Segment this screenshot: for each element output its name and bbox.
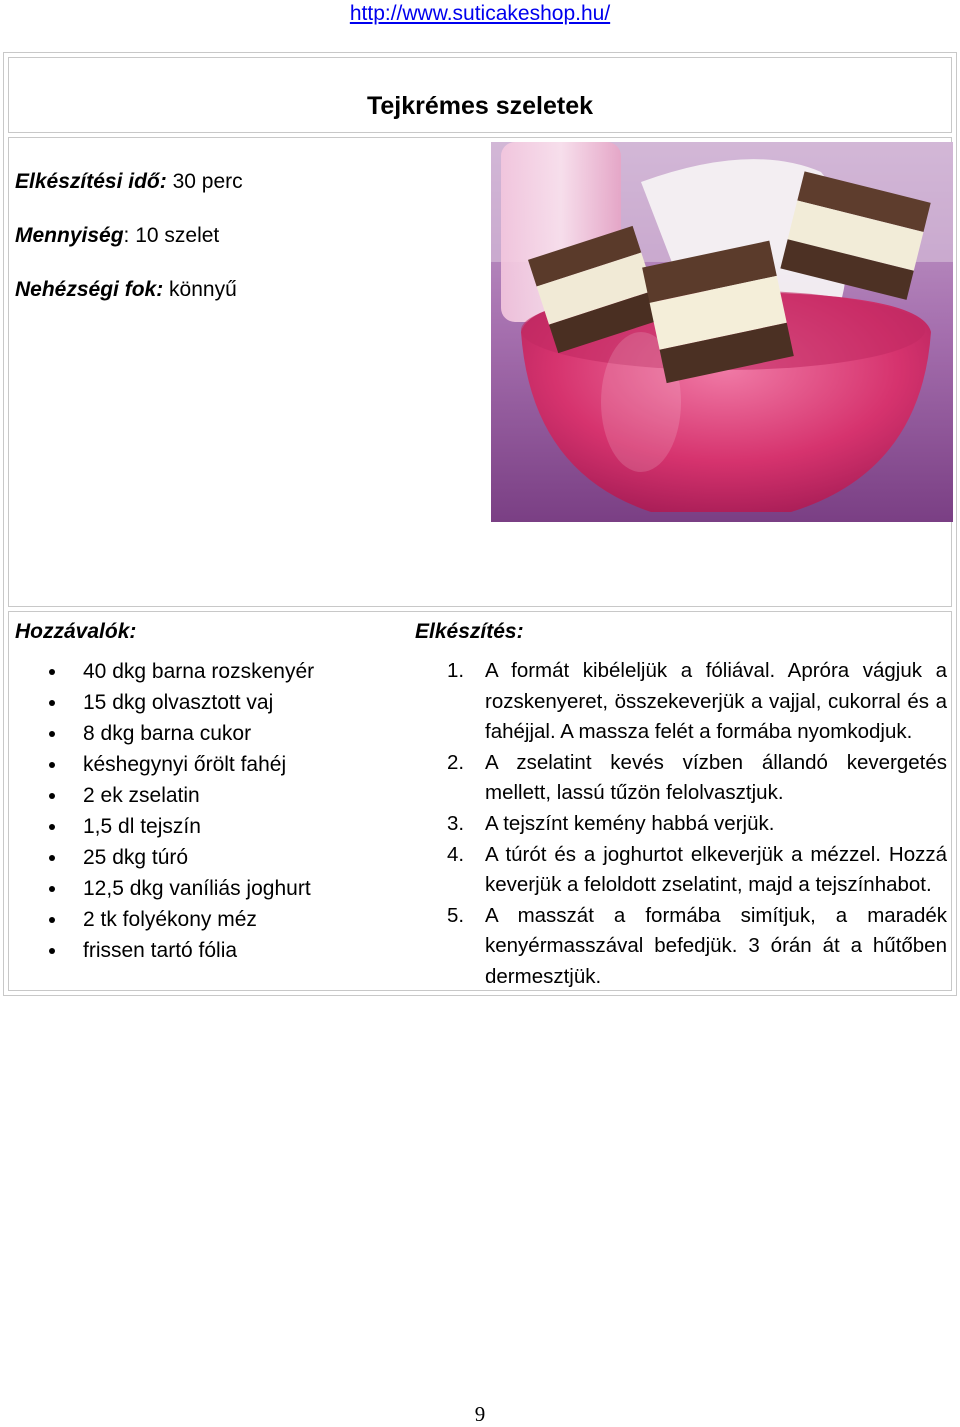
step-item [447, 840, 947, 901]
title-cell [8, 57, 952, 133]
recipe-table [3, 52, 957, 996]
difficulty-value: könnyű [169, 278, 237, 301]
step-number: 3. [447, 811, 465, 835]
recipe-title: Tejkrémes szeletek [366, 92, 594, 120]
prep-time: Elkészítési idő: 30 perc [15, 170, 243, 193]
ingredients-heading: Hozzávalók: [15, 620, 137, 643]
site-url-link[interactable]: http://www.suticakeshop.hu/ [349, 2, 611, 25]
list-item: késhegynyi őrölt fahéj [49, 749, 314, 780]
step-item [447, 656, 947, 748]
step-number: 2. [447, 750, 465, 774]
step-text: A masszát a formába simítjuk, a maradék kenyérmasszával befedjük. 3 órán át a hűtőben dermesztjük. [485, 903, 947, 988]
steps-heading: Elkészítés: [415, 620, 524, 643]
ingredients-steps-cell [8, 611, 952, 991]
list-item: 25 dkg túró [49, 842, 314, 873]
step-text: A tejszínt kemény habbá verjük. [485, 811, 775, 835]
step-number: 4. [447, 842, 465, 866]
list-item: 1,5 dl tejszín [49, 811, 314, 842]
info-cell [8, 137, 952, 607]
step-item [447, 901, 947, 993]
step-number: 5. [447, 903, 465, 927]
recipe-photo [491, 142, 953, 522]
quantity-label: Mennyiség [15, 224, 124, 247]
step-text: A zselatint kevés vízben állandó kevergetés mellett, lassú tűzön felolvasztjuk. [485, 750, 947, 805]
difficulty-label: Nehézségi fok: [15, 278, 164, 301]
prep-time-value: 30 perc [172, 170, 243, 193]
quantity-value: 10 szelet [135, 224, 220, 247]
quantity: Mennyiség: 10 szelet [15, 224, 220, 247]
step-number: 1. [447, 659, 465, 682]
prep-time-label: Elkészítési idő [15, 170, 160, 193]
list-item: 40 dkg barna rozskenyér [49, 656, 314, 687]
list-item: 2 tk folyékony méz [49, 904, 314, 935]
step-item [447, 809, 947, 840]
list-item: 15 dkg olvasztott vaj [49, 687, 314, 718]
list-item: 2 ek zselatin [49, 780, 314, 811]
step-text: A formát kibéleljük a fóliával. Apróra vágjuk a rozskenyeret, összekeverjük a vajjal, cukorral és a fahéjjal. A massza felét a formába nyomkodjuk. [485, 659, 947, 744]
list-item: 8 dkg barna cukor [49, 718, 314, 749]
steps-list [447, 656, 947, 993]
difficulty [15, 278, 237, 302]
ingredients-list [49, 656, 314, 966]
step-text: A túrót és a joghurtot elkeverjük a mézzel. Hozzá keverjük a feloldott zselatint, majd a tejszínhabot. [485, 842, 947, 897]
page-number: 9 [474, 1402, 486, 1426]
list-item: frissen tartó fólia [49, 935, 314, 966]
step-item [447, 748, 947, 809]
list-item: 12,5 dkg vaníliás joghurt [49, 873, 314, 904]
